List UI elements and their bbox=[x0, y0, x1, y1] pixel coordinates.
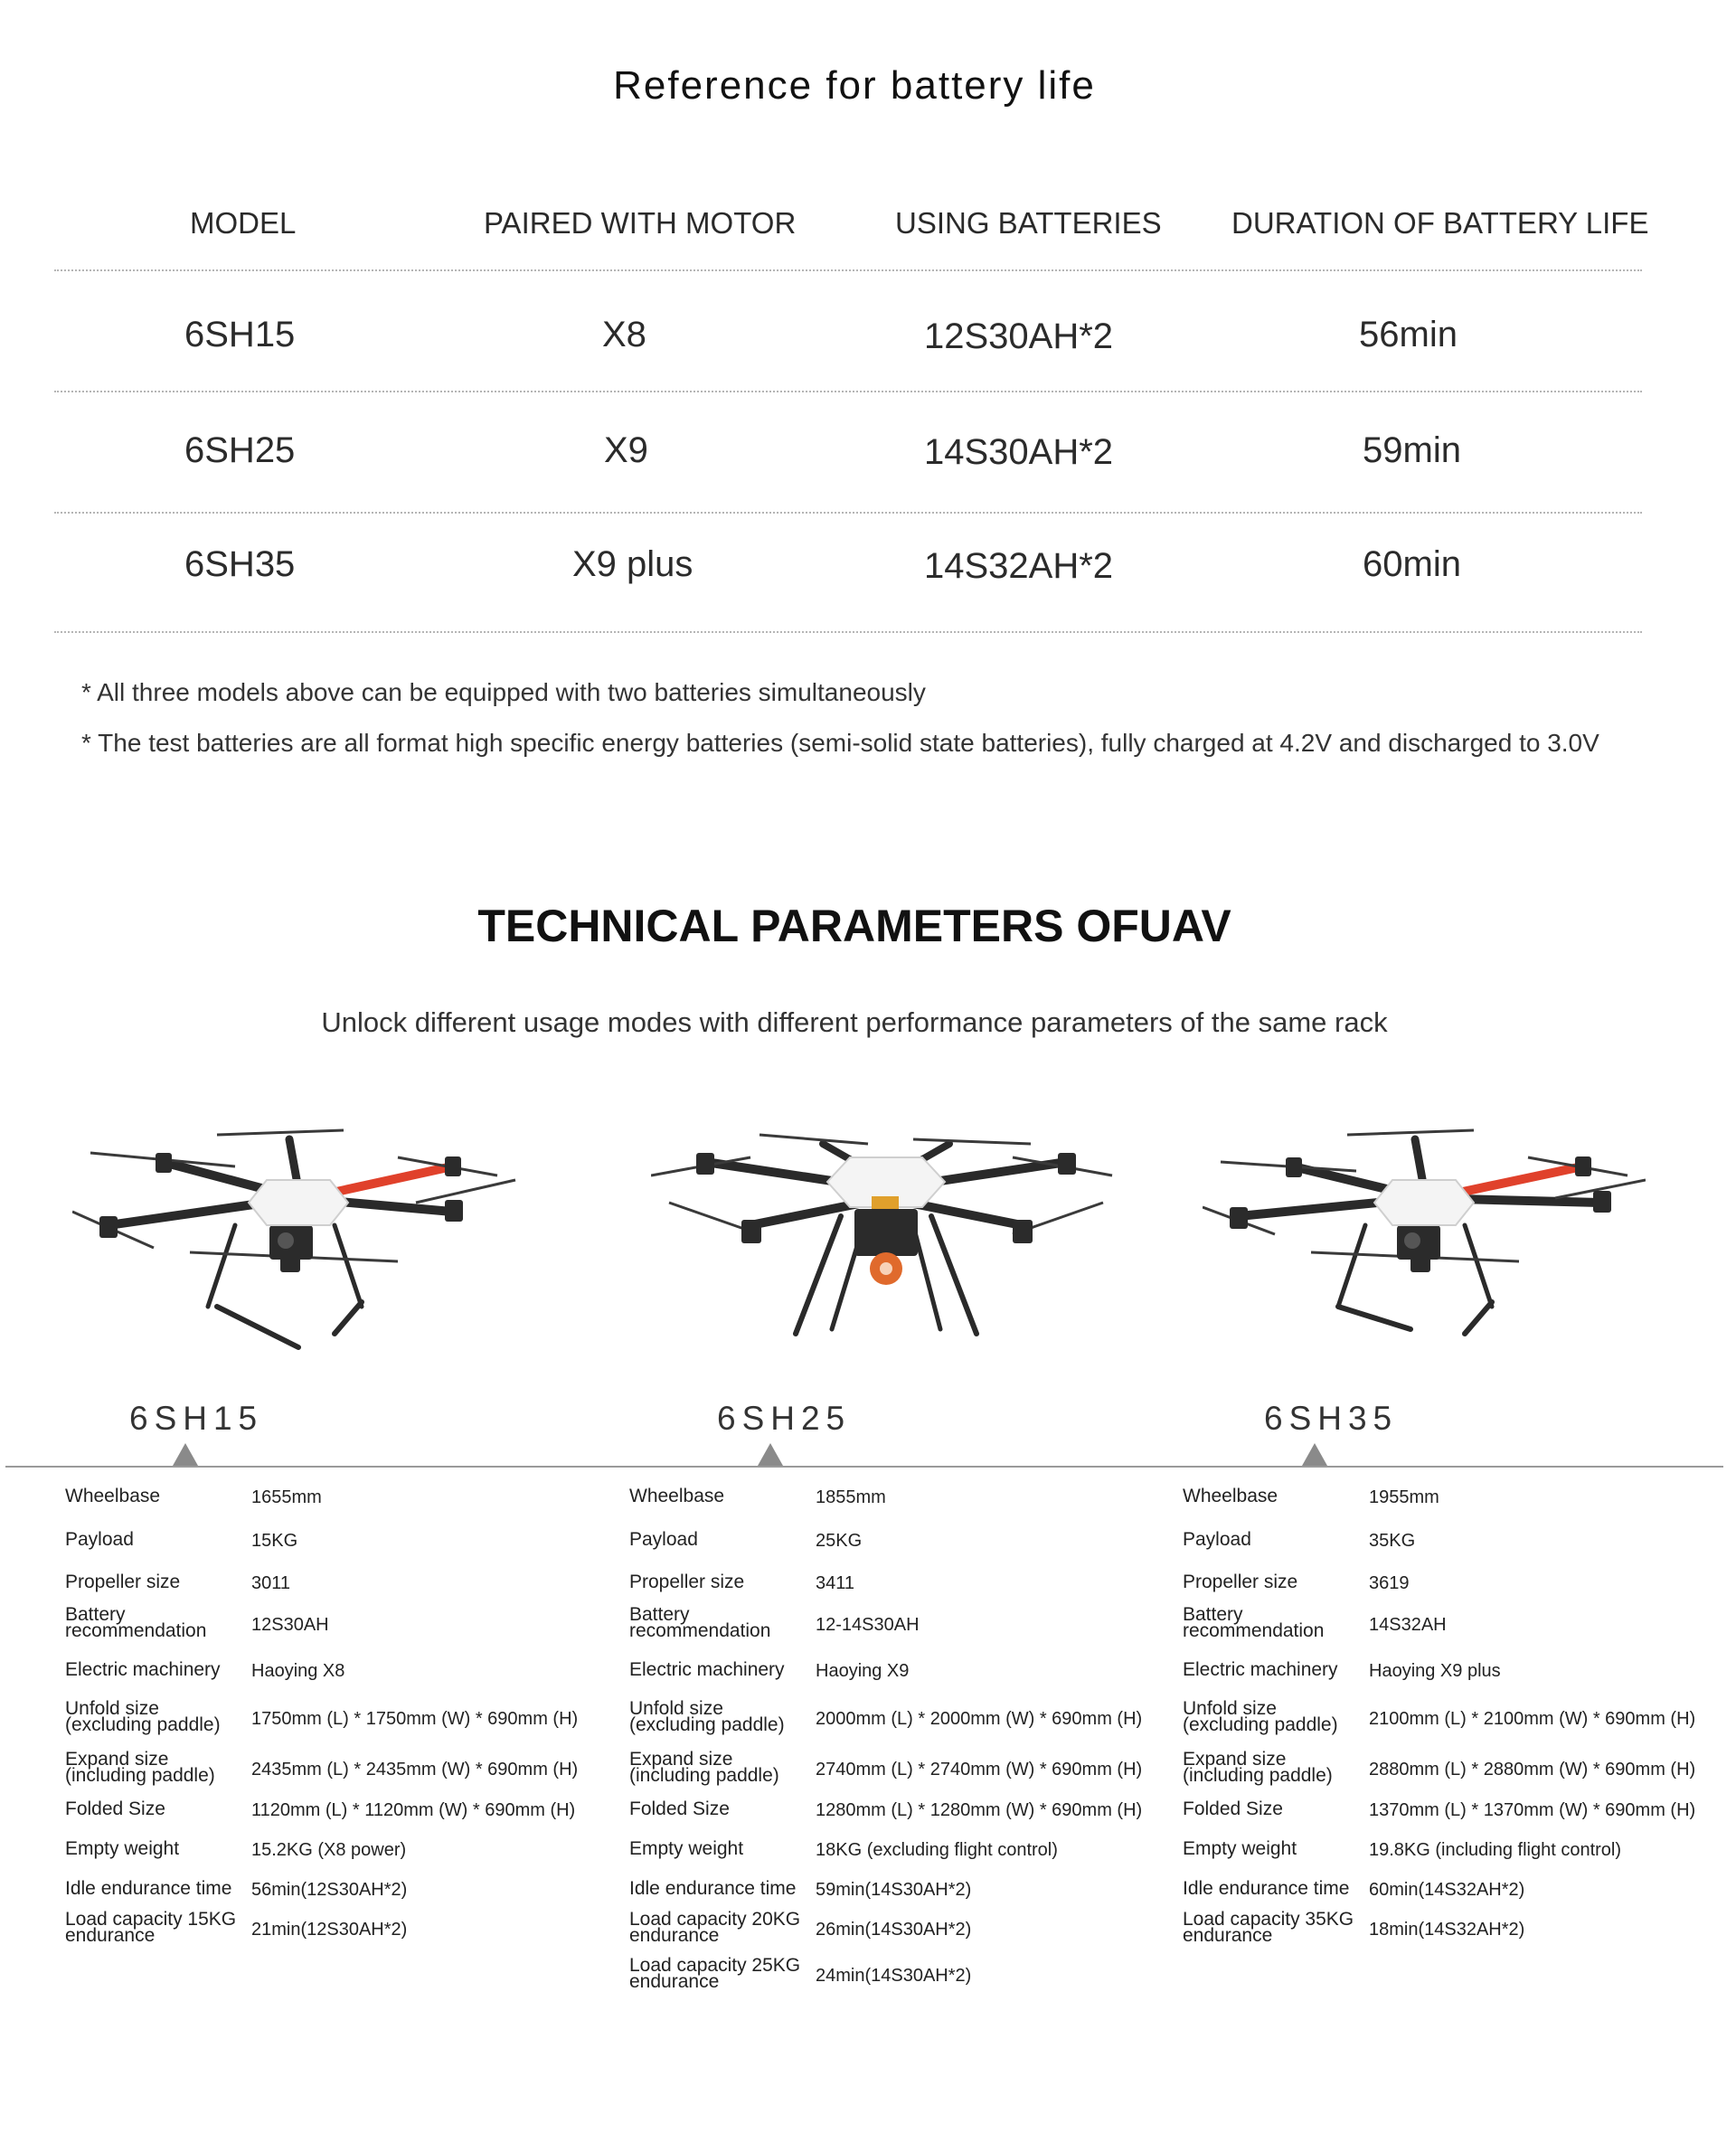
cell-motor: X9 bbox=[604, 430, 648, 470]
header-using-batteries: USING BATTERIES bbox=[895, 206, 1162, 240]
spec-label: Propeller size bbox=[65, 1572, 181, 1592]
spec-value: 3411 bbox=[816, 1573, 855, 1593]
spec-label: Folded Size bbox=[65, 1798, 165, 1819]
spec-value: 15.2KG (X8 power) bbox=[251, 1840, 407, 1860]
table-divider bbox=[54, 631, 1642, 633]
model-label-6sh15: 6SH15 bbox=[129, 1400, 264, 1437]
spec-label: Battery recommendation bbox=[1183, 1604, 1325, 1641]
cell-batteries: 14S30AH*2 bbox=[924, 432, 1114, 472]
spec-value: 1750mm (L) * 1750mm (W) * 690mm (H) bbox=[251, 1709, 579, 1729]
spec-label: Payload bbox=[629, 1529, 698, 1550]
spec-label: Folded Size bbox=[1183, 1798, 1283, 1819]
spec-value: 3011 bbox=[251, 1573, 291, 1593]
spec-label: Electric machinery bbox=[65, 1659, 221, 1680]
spec-label: Idle endurance time bbox=[629, 1878, 797, 1899]
model-marker-triangle bbox=[1302, 1443, 1327, 1466]
spec-value: 19.8KG (including flight control) bbox=[1369, 1840, 1622, 1860]
spec-value: 2880mm (L) * 2880mm (W) * 690mm (H) bbox=[1369, 1760, 1696, 1780]
model-marker-triangle bbox=[173, 1443, 198, 1466]
cell-duration: 56min bbox=[1359, 315, 1458, 354]
spec-value: 12S30AH bbox=[251, 1615, 329, 1635]
drone-6sh15-image bbox=[72, 1126, 524, 1352]
spec-label: Empty weight bbox=[1183, 1838, 1297, 1859]
spec-value: 14S32AH bbox=[1369, 1615, 1447, 1635]
table-divider bbox=[54, 269, 1642, 271]
header-paired-with-motor: PAIRED WITH MOTOR bbox=[484, 206, 797, 240]
spec-value: 1370mm (L) * 1370mm (W) * 690mm (H) bbox=[1369, 1800, 1696, 1820]
tech-parameters-subtitle: Unlock different usage modes with different performance parameters of the same rack bbox=[321, 1006, 1388, 1038]
spec-value: 59min(14S30AH*2) bbox=[816, 1880, 972, 1900]
spec-label: Wheelbase bbox=[1183, 1486, 1278, 1506]
spec-label: Empty weight bbox=[629, 1838, 744, 1859]
spec-label: Payload bbox=[1183, 1529, 1251, 1550]
tech-parameters-title: TECHNICAL PARAMETERS OFUAV bbox=[477, 901, 1231, 951]
spec-value: Haoying X9 bbox=[816, 1661, 910, 1681]
spec-value: 2435mm (L) * 2435mm (W) * 690mm (H) bbox=[251, 1760, 579, 1780]
spec-value: 1655mm bbox=[251, 1487, 322, 1507]
model-label-6sh25: 6SH25 bbox=[717, 1400, 852, 1437]
spec-value: 1280mm (L) * 1280mm (W) * 690mm (H) bbox=[816, 1800, 1143, 1820]
table-divider bbox=[54, 391, 1642, 392]
spec-value: 21min(12S30AH*2) bbox=[251, 1920, 408, 1940]
spec-label: Unfold size (excluding paddle) bbox=[1183, 1698, 1338, 1735]
spec-label: Unfold size (excluding paddle) bbox=[65, 1698, 221, 1735]
spec-label: Wheelbase bbox=[65, 1486, 161, 1506]
spec-label: Idle endurance time bbox=[65, 1878, 232, 1899]
cell-motor: X9 plus bbox=[572, 544, 693, 584]
spec-value: 15KG bbox=[251, 1531, 298, 1551]
spec-value: Haoying X8 bbox=[251, 1661, 345, 1681]
spec-label: Empty weight bbox=[65, 1838, 180, 1859]
spec-value: 3619 bbox=[1369, 1573, 1410, 1593]
spec-value: 2000mm (L) * 2000mm (W) * 690mm (H) bbox=[816, 1709, 1143, 1729]
battery-note-2: * The test batteries are all format high specific energy batteries (semi-solid state batteries), fully charged at 4.2V and discharged to 3.0V bbox=[81, 729, 1599, 757]
spec-value: 18min(14S32AH*2) bbox=[1369, 1920, 1525, 1940]
spec-label: Electric machinery bbox=[1183, 1659, 1338, 1680]
spec-value: 12-14S30AH bbox=[816, 1615, 920, 1635]
spec-value: 35KG bbox=[1369, 1531, 1416, 1551]
table-divider bbox=[54, 512, 1642, 514]
spec-label: Expand size (including paddle) bbox=[65, 1749, 215, 1786]
cell-batteries: 14S32AH*2 bbox=[924, 546, 1114, 586]
spec-value: 25KG bbox=[816, 1531, 863, 1551]
cell-duration: 59min bbox=[1363, 430, 1461, 470]
spec-label: Load capacity 35KG endurance bbox=[1183, 1909, 1354, 1946]
spec-value: 1120mm (L) * 1120mm (W) * 690mm (H) bbox=[251, 1800, 576, 1820]
spec-value: 2100mm (L) * 2100mm (W) * 690mm (H) bbox=[1369, 1709, 1696, 1729]
spec-label: Expand size (including paddle) bbox=[1183, 1749, 1333, 1786]
cell-model: 6SH15 bbox=[184, 315, 296, 354]
spec-label: Battery recommendation bbox=[65, 1604, 207, 1641]
spec-value: 2740mm (L) * 2740mm (W) * 690mm (H) bbox=[816, 1760, 1143, 1780]
spec-label: Load capacity 25KG endurance bbox=[629, 1955, 801, 1992]
spec-label: Load capacity 20KG endurance bbox=[629, 1909, 801, 1946]
cell-model: 6SH25 bbox=[184, 430, 296, 470]
spec-value: 26min(14S30AH*2) bbox=[816, 1920, 972, 1940]
spec-label: Propeller size bbox=[1183, 1572, 1298, 1592]
cell-duration: 60min bbox=[1363, 544, 1461, 584]
spec-label: Propeller size bbox=[629, 1572, 745, 1592]
spec-value: 1955mm bbox=[1369, 1487, 1439, 1507]
spec-value: 1855mm bbox=[816, 1487, 886, 1507]
drone-6sh25-image bbox=[651, 1126, 1121, 1343]
header-model: MODEL bbox=[190, 206, 297, 240]
spec-value: 18KG (excluding flight control) bbox=[816, 1840, 1058, 1860]
spec-label: Electric machinery bbox=[629, 1659, 785, 1680]
spec-value: 24min(14S30AH*2) bbox=[816, 1966, 972, 1986]
model-marker-triangle bbox=[758, 1443, 783, 1466]
cell-batteries: 12S30AH*2 bbox=[924, 316, 1114, 356]
spec-label: Payload bbox=[65, 1529, 134, 1550]
models-divider-line bbox=[5, 1466, 1723, 1468]
cell-motor: X8 bbox=[602, 315, 646, 354]
spec-label: Idle endurance time bbox=[1183, 1878, 1350, 1899]
drone-6sh35-image bbox=[1203, 1126, 1646, 1352]
spec-value: Haoying X9 plus bbox=[1369, 1661, 1501, 1681]
spec-label: Load capacity 15KG endurance bbox=[65, 1909, 237, 1946]
spec-label: Battery recommendation bbox=[629, 1604, 771, 1641]
model-label-6sh35: 6SH35 bbox=[1264, 1400, 1399, 1437]
spec-label: Wheelbase bbox=[629, 1486, 725, 1506]
spec-value: 60min(14S32AH*2) bbox=[1369, 1880, 1525, 1900]
cell-model: 6SH35 bbox=[184, 544, 296, 584]
battery-section-title: Reference for battery life bbox=[613, 63, 1096, 108]
battery-note-1: * All three models above can be equipped with two batteries simultaneously bbox=[81, 678, 926, 706]
header-duration: DURATION OF BATTERY LIFE bbox=[1231, 206, 1649, 240]
spec-label: Expand size (including paddle) bbox=[629, 1749, 779, 1786]
spec-label: Unfold size (excluding paddle) bbox=[629, 1698, 785, 1735]
spec-label: Folded Size bbox=[629, 1798, 730, 1819]
spec-value: 56min(12S30AH*2) bbox=[251, 1880, 408, 1900]
